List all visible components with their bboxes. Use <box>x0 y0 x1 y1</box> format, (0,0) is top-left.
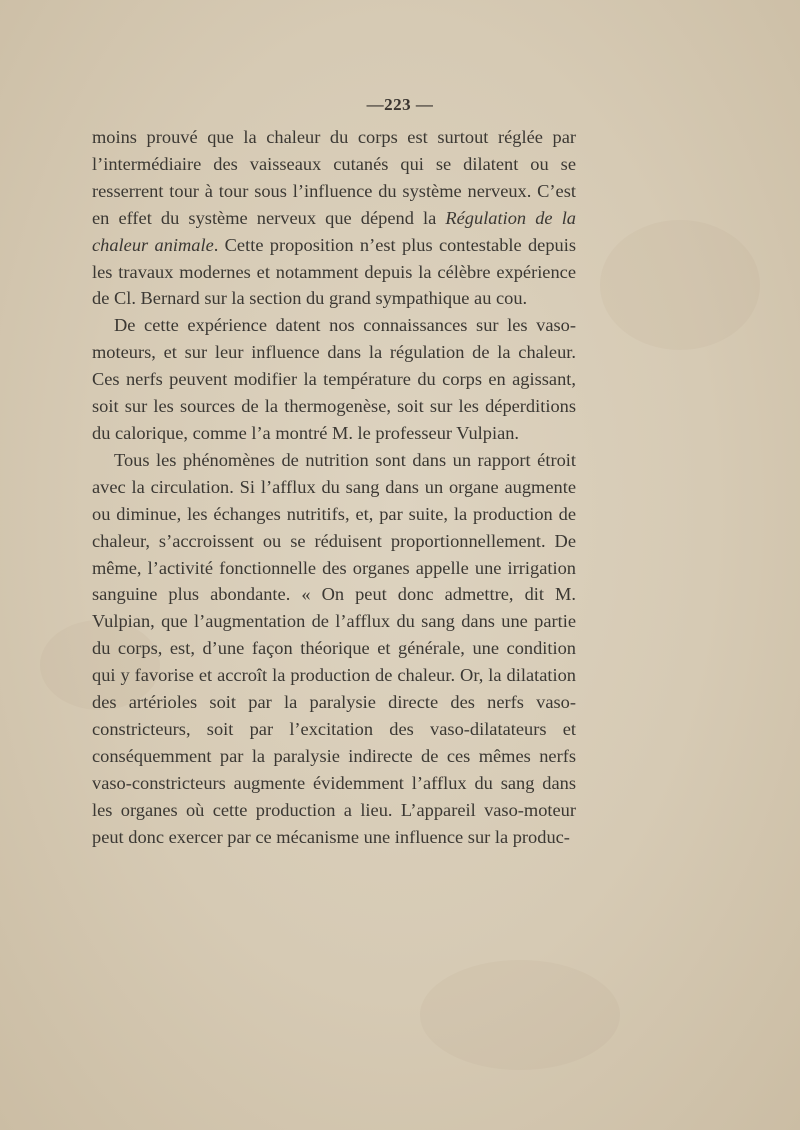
paragraph-1 <box>92 124 576 312</box>
body-text <box>92 124 576 850</box>
paper-stain <box>420 960 620 1070</box>
paper-stain <box>600 220 760 350</box>
paragraph-3: Tous les phénomènes de nutrition sont dans un rapport étroit avec la circulation. Si l’afflux du sang dans un organe augmente ou diminue, les échanges nutritifs, et, par suite, la production de chaleur, s’accroissent ou se réduisent proportionnellement. De même, l’activité fonctionnelle des organes appelle une irrigation sanguine plus abondante. « On peut donc admettre, dit M. Vulpian, que l’augmentation de l’afflux du sang dans une partie du corps, est, d’une façon théorique et générale, une condition qui y favorise et accroît la production de chaleur. Or, la dilatation des artérioles soit par la paralysie directe des nerfs vaso-constricteurs, soit par l’excitation des vaso-dilatateurs et conséquemment par la paralysie indirecte de ces mêmes nerfs vaso-constricteurs augmente évidemment l’afflux du sang dans les organes où cette production a lieu. L’appareil vaso-moteur peut donc exercer par ce mécanisme une influence sur la produc- <box>92 449 576 847</box>
paragraph-1-start: moins prouvé que la chaleur du corps est surtout réglée par l’intermédiaire des vaisseaux cutanés qui se dilatent ou se resserrent tour à tour sous l’influence du système nerveux. C’est en effet du système nerveux que dépend la <box>92 127 576 228</box>
italic-title: Régulation de la chaleur animale <box>92 207 576 255</box>
paragraph-1-end: . Cette proposition n’est plus contestable depuis les travaux modernes et notamment depuis la célèbre expérience de Cl. Bernard sur la section du grand sympathique au cou. <box>92 234 576 309</box>
paragraph-2: De cette expérience datent nos connaissances sur les vaso-moteurs, et sur leur influence dans la régulation de la chaleur. Ces nerfs peuvent modifier la température du corps en agissant, soit sur les sources de la thermogenèse, soit sur les déperditions du calorique, comme l’a montré M. le professeur Vulpian. <box>92 315 576 443</box>
page-number: —223 — <box>366 95 434 114</box>
